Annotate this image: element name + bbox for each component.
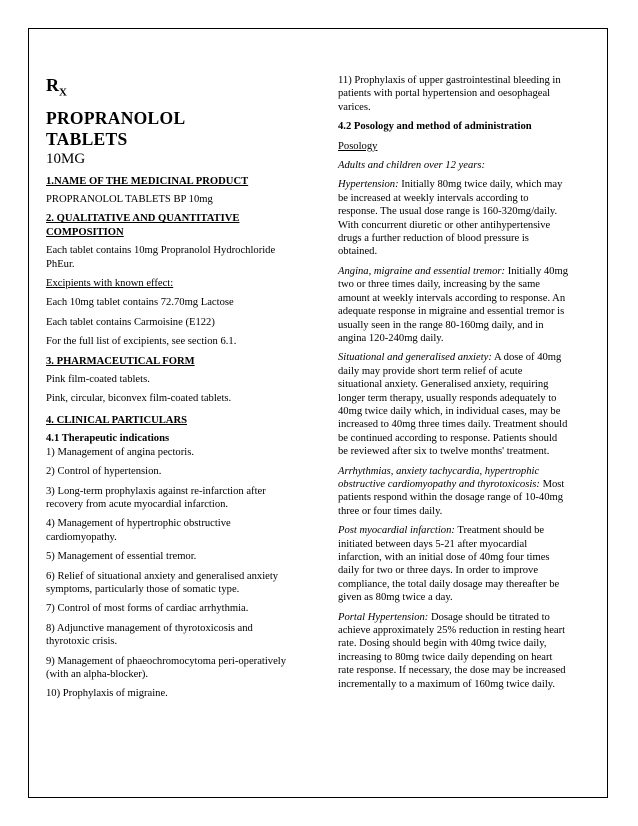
section-1-text: PROPRANOLOL TABLETS BP 10mg [46,194,213,205]
adults-label: Adults and children over 12 years: [338,160,486,172]
indication-item: 2) Control of hypertension. [46,466,162,478]
indication-item: 11) Prophylaxis of upper gastrointestinal bleeding in patients with portal hypertension and oesophageal varices. [338,75,561,113]
right-column [338,74,568,697]
indication-item: 10) Prophylaxis of migraine. [46,688,168,700]
excipients-reference: For the full list of excipients, see section 6.1. [46,336,237,348]
dosing-portal-hypertension: Portal Hypertension: Dosage should be titrated to achieve approximately 25% reduction in resting heart rate. Dosing should begin with 40mg twice daily, increasing to 80mg twice daily depending on heart rate response. If necessary, the dose may be increased incrementally to a maximum of 160mg twice daily. [338,611,566,690]
indication-item: 9) Management of phaeochromocytoma peri-operatively (with an alpha-blocker). [46,655,287,680]
indication-item: 8) Adjunctive management of thyrotoxicosis and thyrotoxic crisis. [46,622,253,648]
product-title-line2: TABLETS [46,128,128,149]
indication-item: 3) Long-term prophylaxis against re-infarction after recovery from acute myocardial infarction. [46,485,266,510]
indication-item: 6) Relief of situational anxiety and generalised anxiety symptoms, particularly those of somatic type. [46,570,279,595]
excipient-carmoisine: Each tablet contains Carmoisine (E122) [46,316,215,328]
product-strength: 10MG [46,150,86,167]
indication-item: 4) Management of hypertrophic obstructive cardiomyopathy. [46,518,231,543]
excipient-lactose: Each 10mg tablet contains 72.70mg Lactose [46,297,234,309]
indication-item: 1) Management of angina pectoris. [46,446,194,458]
section-4-heading: 4. CLINICAL PARTICULARS [46,414,187,426]
section-2-text: Each tablet contains 10mg Propranolol Hydrochloride PhEur. [46,245,276,270]
product-title-line1: PROPRANOLOL [46,107,186,128]
section-3-text-1: Pink film-coated tablets. [46,374,150,386]
indication-item: 5) Management of essential tremor. [46,551,197,563]
section-2-heading: 2. QUALITATIVE AND QUANTITATIVE COMPOSITION [46,213,240,238]
section-4-2-heading: 4.2 Posology and method of administration [338,121,532,133]
rx-symbol: $R_X$ [46,75,67,99]
dosing-hypertension: Hypertension: Initially 80mg twice daily, which may be increased at weekly intervals according to response. The usual dose range is 160-320mg/daily. With concurrent diuretic or other antihypertensive drugs a further reduction of blood pressure is obtained. [338,179,563,258]
excipients-label: Excipients with known effect: [46,278,174,290]
dosing-arrhythmia: Arrhythmias, anxiety tachycardia, hypertrophic obstructive cardiomyopathy and thyrotoxicosis: Most patients respond within the dosage range of 10-40mg three or four times daily. [338,465,565,517]
section-3-heading: 3. PHARMACEUTICAL FORM [46,355,195,367]
dosing-post-mi: Post myocardial infarction: Treatment should be initiated between days 5-21 after myocardial infarction, with an initial dose of 40mg four times daily for two or three days. In order to improve compliance, the total daily dosage may thereafter be given as 80mg twice a day. [338,525,560,604]
indication-item: 7) Control of most forms of cardiac arrhythmia. [46,603,249,615]
section-1-heading: 1.NAME OF THE MEDICINAL PRODUCT [46,175,249,187]
section-3-text-2: Pink, circular, biconvex film-coated tablets. [46,393,232,405]
left-column [46,74,298,707]
section-4-1-heading: 4.1 Therapeutic indications [46,433,170,445]
posology-label: Posology [338,140,378,152]
dosing-angina: Angina, migraine and essential tremor: Initially 40mg two or three times daily, increasing by the same amount at weekly intervals according to response. An adequate response in migraine and essential tremor is usually seen in the range 80-160mg daily, and in angina 120-240mg daily. [338,265,569,344]
dosing-anxiety: Situational and generalised anxiety: A dose of 40mg daily may provide short term relief of acute situational anxiety. Generalised anxiety, requiring longer term therapy, usually responds adequately to 40mg twice daily which, in individual cases, may be increased to 40mg three times daily. Treatment should be continued according to response. Patients should be reviewed after six to twelve months' treatment. [338,352,568,458]
